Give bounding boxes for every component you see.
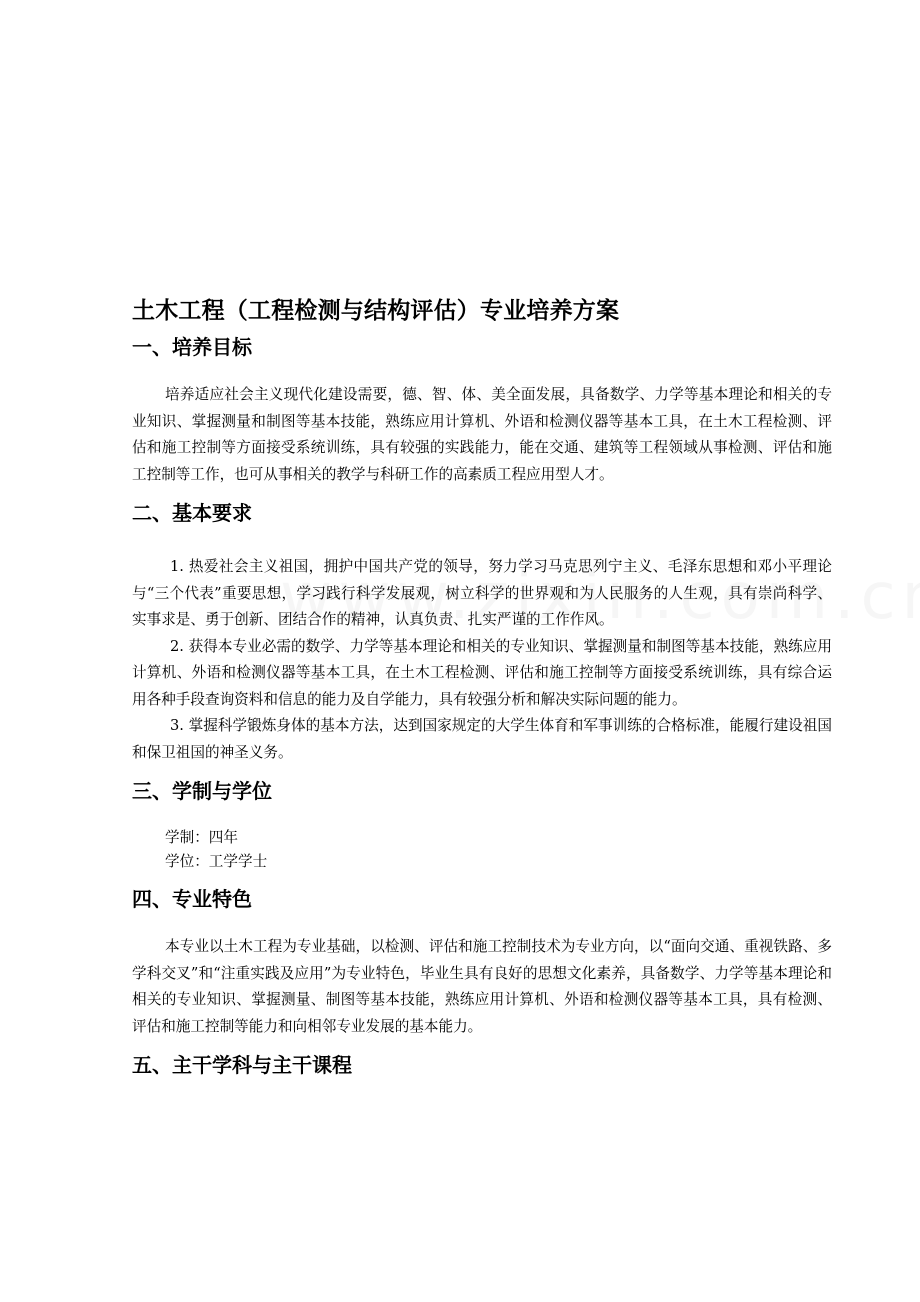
program-features-paragraph: 本专业以土木工程为专业基础，以检测、评估和施工控制技术为专业方向，以“面向交通、重视铁路、多学科交叉”和“注重实践及应用”为专业特色，毕业生具有良好的思想文化素养，具备数学、力学等基本理论和相关的专业知识、掌握测量、制图等基本技能，熟练应用计算机、外语和检测仪器等基本工具，具有检测、评估和施工控制等能力和向相邻专业发展的基本能力。 [132, 938, 832, 1035]
training-goals-paragraph: 培养适应社会主义现代化建设需要，德、智、体、美全面发展，具备数学、力学等基本理论和相关的专业知识、掌握测量和制图等基本技能，熟练应用计算机、外语和检测仪器等基本工具，在土木工程检测、评估和施工控制等方面接受系统训练，具有较强的实践能力，能在交通、建筑等工程领域从事检测、评估和施工控制等工作，也可从事相关的教学与科研工作的高素质工程应用型人才。 [132, 386, 832, 483]
document-title: 土木工程（工程检测与结构评估）专业培养方案 [132, 298, 620, 324]
document-body [132, 294, 832, 1080]
spacer [132, 1040, 832, 1050]
spacer [132, 488, 832, 498]
requirement-item-1: 1. 热爱社会主义祖国，拥护中国共产党的领导，努力学习马克思列宁主义、毛泽东思想和邓小平理论与“三个代表”重要思想，学习践行科学发展观，树立科学的世界观和为人民服务的人生观，具有崇尚科学、实事求是、勇于创新、团结合作的精神，认真负责、扎实严谨的工作作风。 [132, 558, 832, 628]
section-heading-basic-requirements: 二、基本要求 [132, 501, 252, 525]
section-heading-schooling-degree: 三、学制与学位 [132, 779, 272, 803]
spacer [132, 806, 832, 826]
requirement-item-3: 3. 掌握科学锻炼身体的基本方法，达到国家规定的大学生体育和军事训练的合格标准，能履行建设祖国和保卫祖国的神圣义务。 [132, 717, 832, 761]
spacer [132, 528, 832, 554]
spacer [132, 766, 832, 776]
spacer [132, 874, 832, 884]
spacer [132, 914, 832, 934]
section-heading-program-features: 四、专业特色 [132, 887, 252, 911]
spacer [132, 362, 832, 382]
section-heading-training-goals: 一、培养目标 [132, 335, 252, 359]
section-heading-main-disciplines-courses: 五、主干学科与主干课程 [132, 1053, 352, 1077]
requirement-item-2: 2. 获得本专业必需的数学、力学等基本理论和相关的专业知识、掌握测量和制图等基本技能，熟练应用计算机、外语和检测仪器等基本工具，在土木工程检测、评估和施工控制等方面接受系统训练，具有综合运用各种手段查询资料和信息的能力及自学能力，具有较强分析和解决实际问题的能力。 [132, 637, 832, 708]
degree-line: 学位：工学学士 [165, 853, 268, 870]
schooling-length-line: 学制：四年 [165, 829, 238, 846]
